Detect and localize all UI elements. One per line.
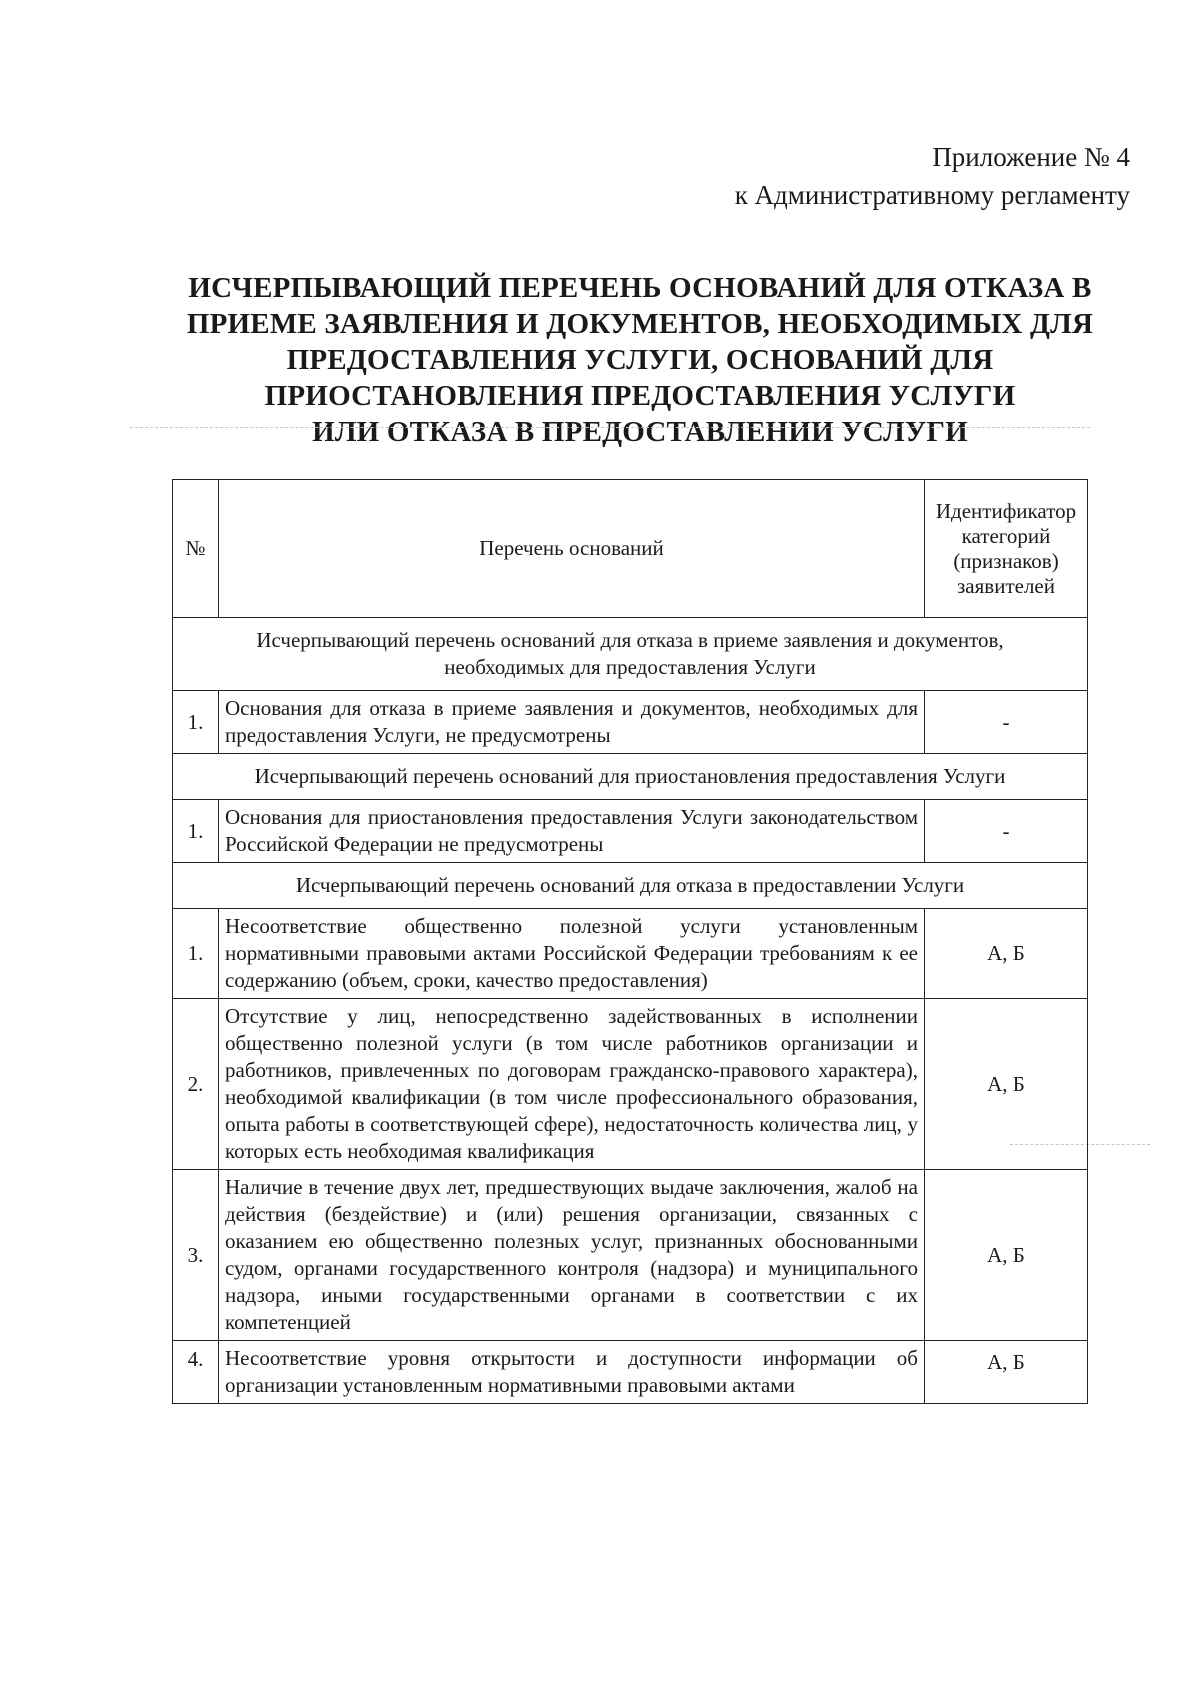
title-line: ПРЕДОСТАВЛЕНИЯ УСЛУГИ, ОСНОВАНИЙ ДЛЯ [286, 344, 994, 376]
row-category: А, Б [925, 909, 1088, 999]
appendix-number: Приложение № 4 [932, 142, 1130, 172]
row-ground-text: Основания для приостановления предоставления Услуги законодательством Российской Федерации не предусмотрены [219, 800, 925, 863]
row-category: - [925, 691, 1088, 754]
row-category: А, Б [925, 999, 1088, 1170]
header-grounds: Перечень оснований [219, 480, 925, 618]
section-row [173, 863, 1088, 909]
appendix-caption [735, 138, 1130, 214]
document-title [160, 270, 1120, 450]
appendix-reference: к Административному регламенту [734, 180, 1130, 210]
scan-artifact-line [130, 427, 1090, 428]
grounds-table [172, 479, 1088, 1404]
table-row [173, 800, 1088, 863]
section-row [173, 754, 1088, 800]
title-line: ИСЧЕРПЫВАЮЩИЙ ПЕРЕЧЕНЬ ОСНОВАНИЙ ДЛЯ ОТКАЗА В [188, 272, 1092, 304]
row-number: 4. [173, 1341, 219, 1404]
table-row [173, 909, 1088, 999]
row-ground-text: Наличие в течение двух лет, предшествующих выдаче заключения, жалоб на действия (бездействие) и (или) решения организации, связанных с оказанием ею общественно полезных услуг, признанных обоснованными судом, органами государственного контроля (надзора) и муниципального надзора, иными государственными органами в соответствии с их компетенцией [219, 1170, 925, 1341]
section-title: Исчерпывающий перечень оснований для отказа в предоставлении Услуги [173, 863, 1088, 909]
row-number: 2. [173, 999, 219, 1170]
title-line: ПРИЕМЕ ЗАЯВЛЕНИЯ И ДОКУМЕНТОВ, НЕОБХОДИМЫХ ДЛЯ [186, 308, 1094, 340]
row-category: - [925, 800, 1088, 863]
section-row [173, 618, 1088, 691]
table-header-row [173, 480, 1088, 618]
row-ground-text: Отсутствие у лиц, непосредственно задействованных в исполнении общественно полезной услуги (в том числе работников организации и работников, привлеченных по договорам гражданско-правового характера), необходимой квалификации (в том числе профессионального образования, опыта работы в соответствующей сфере), недостаточность количества лиц, у которых есть необходимая квалификация [219, 999, 925, 1170]
header-number: № [173, 480, 219, 618]
row-ground-text: Основания для отказа в приеме заявления и документов, необходимых для предоставления Услуги, не предусмотрены [219, 691, 925, 754]
row-number: 1. [173, 800, 219, 863]
title-line: ИЛИ ОТКАЗА В ПРЕДОСТАВЛЕНИИ УСЛУГИ [312, 416, 968, 448]
table-row [173, 691, 1088, 754]
row-category: А, Б [925, 1170, 1088, 1341]
row-number: 1. [173, 691, 219, 754]
row-ground-text: Несоответствие общественно полезной услуги установленным нормативными правовыми актами Российской Федерации требованиям к ее содержанию (объем, сроки, качество предоставления) [219, 909, 925, 999]
table-row [173, 1170, 1088, 1341]
section-title: Исчерпывающий перечень оснований для отказа в приеме заявления и документов, необходимых для предоставления Услуги [173, 618, 1088, 691]
header-category: Идентификатор категорий (признаков) заявителей [925, 480, 1088, 618]
row-number: 3. [173, 1170, 219, 1341]
title-line: ПРИОСТАНОВЛЕНИЯ ПРЕДОСТАВЛЕНИЯ УСЛУГИ [264, 380, 1016, 412]
section-title: Исчерпывающий перечень оснований для приостановления предоставления Услуги [173, 754, 1088, 800]
table-row [173, 1341, 1088, 1404]
row-number: 1. [173, 909, 219, 999]
row-category: А, Б [925, 1341, 1088, 1404]
row-ground-text: Несоответствие уровня открытости и доступности информации об организации установленным нормативными правовыми актами [219, 1341, 925, 1404]
table-row [173, 999, 1088, 1170]
